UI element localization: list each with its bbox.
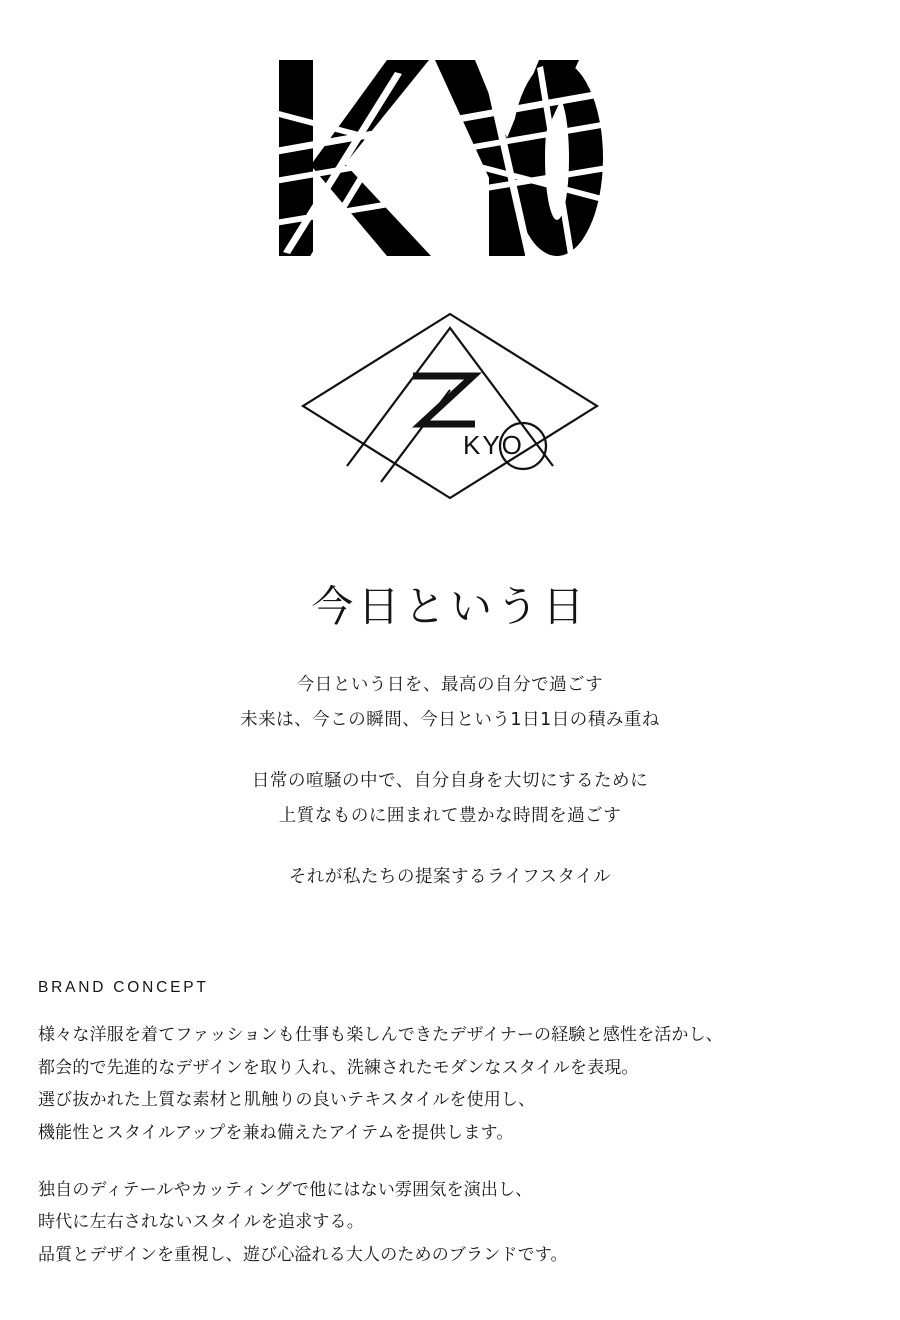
kyo-wordmark-logo bbox=[275, 52, 625, 262]
wordmark-logo-container bbox=[0, 0, 900, 262]
concept-line: 独自のディテールやカッティングで他にはない雰囲気を演出し、 bbox=[38, 1179, 533, 1200]
lead-line: 上質なものに囲まれて豊かな時間を過ごす bbox=[278, 806, 622, 826]
lead-line: 未来は、今この瞬間、今日という1日1日の積み重ね bbox=[240, 710, 660, 730]
brand-concept-label: BRAND CONCEPT bbox=[38, 979, 209, 996]
lead-line: 今日という日を、最高の自分で過ごす bbox=[296, 675, 604, 695]
emblem-logo-container bbox=[0, 306, 900, 506]
concept-line: 都会的で先進的なデザインを取り入れ、洗練されたモダンなスタイルを表現。 bbox=[38, 1057, 639, 1078]
concept-line: 様々な洋服を着てファッションも仕事も楽しんできたデザイナーの経験と感性を活かし、 bbox=[38, 1025, 723, 1045]
lead-block-1 bbox=[0, 668, 900, 738]
concept-line: 選び抜かれた上質な素材と肌触りの良いテキスタイルを使用し、 bbox=[38, 1090, 536, 1111]
concept-paragraph bbox=[38, 1174, 862, 1272]
page-title: 今日という日 bbox=[311, 582, 589, 631]
lead-block-2 bbox=[0, 764, 900, 834]
lead-copy bbox=[0, 668, 900, 895]
concept-line: 品質とデザインを重視し、遊び心溢れる大人のためのブランドです。 bbox=[38, 1244, 568, 1265]
lead-line: 日常の喧騒の中で、自分自身を大切にするために bbox=[251, 771, 649, 791]
emblem-kyo-text: KYO bbox=[463, 430, 524, 460]
concept-line: 時代に左右されないスタイルを追求する。 bbox=[38, 1212, 364, 1233]
kyo-diamond-emblem bbox=[295, 306, 605, 506]
lead-line: それが私たちの提案するライフスタイル bbox=[288, 867, 612, 887]
lead-block-3 bbox=[0, 860, 900, 895]
brand-concept-section bbox=[0, 979, 900, 1271]
concept-paragraph bbox=[38, 1019, 862, 1150]
concept-line: 機能性とスタイルアップを兼ね備えたアイテムを提供します。 bbox=[38, 1122, 514, 1143]
